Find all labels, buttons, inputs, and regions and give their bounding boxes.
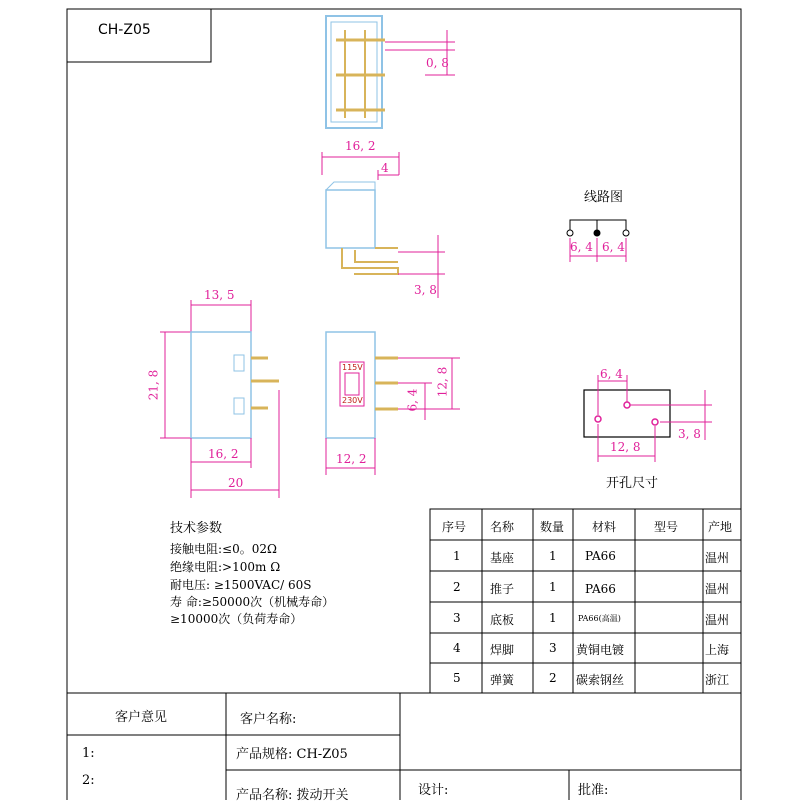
circuit-title: 线路图 <box>584 190 624 205</box>
table-cell: 推子 <box>490 582 515 596</box>
customer-name-label: 客户名称: <box>240 712 297 727</box>
table-cell: 5 <box>453 671 461 685</box>
table-cell: 焊脚 <box>490 643 515 657</box>
hole-title: 开孔尺寸 <box>606 476 659 491</box>
dim-top-width: 16, 2 <box>345 139 376 153</box>
table-cell: 1 <box>453 549 461 563</box>
title-block-grid <box>67 693 741 800</box>
table-cell: 1 <box>549 611 557 625</box>
table-cell: PA66 <box>585 549 616 563</box>
note-line: 1: <box>82 746 95 761</box>
dim-side-body: 16, 2 <box>208 447 239 461</box>
table-cell: 3 <box>453 611 461 625</box>
dim-side-height: 21, 8 <box>146 369 161 401</box>
table-header: 序号 <box>442 520 467 534</box>
table-cell: PA66 <box>585 582 616 596</box>
spec-line: 寿 命:≥50000次（机械寿命） <box>170 595 335 609</box>
table-cell: 温州 <box>705 551 730 565</box>
product-name-label: 产品名称: 拨动开关 <box>236 788 349 803</box>
table-header: 型号 <box>654 520 679 534</box>
table-cell: 2 <box>453 580 461 594</box>
customer-opinion-label: 客户意见 <box>115 710 168 725</box>
dim-hole-c: 3, 8 <box>678 427 701 441</box>
table-cell: 基座 <box>490 551 515 565</box>
table-cell: 碳索钢丝 <box>576 673 625 687</box>
table-cell: 1 <box>549 549 557 563</box>
dim-pin-spacing: 0, 8 <box>426 56 449 70</box>
dim-circuit-b: 6, 4 <box>602 240 625 254</box>
table-cell: 温州 <box>705 582 730 596</box>
note-line: 2: <box>82 773 95 788</box>
product-spec-label: 产品规格: CH-Z05 <box>236 747 348 762</box>
side-view-left <box>160 300 279 498</box>
table-cell: 1 <box>549 580 557 594</box>
specs-title: 技术参数 <box>170 521 223 536</box>
table-cell: 温州 <box>705 613 730 627</box>
table-cell: PA66(高温) <box>578 614 621 623</box>
table-header: 材料 <box>592 520 617 534</box>
dim-bottom-offset: 3, 8 <box>414 283 437 297</box>
spec-line: ≥10000次（负荷寿命） <box>170 612 303 626</box>
table-cell: 弹簧 <box>490 673 515 687</box>
spec-line: 绝缘电阻:>100m Ω <box>170 560 281 574</box>
model-label: CH-Z05 <box>98 22 151 38</box>
table-cell: 浙江 <box>705 673 730 687</box>
table-cell: 底板 <box>490 613 515 627</box>
table-cell: 3 <box>549 641 557 655</box>
table-header: 名称 <box>490 520 515 534</box>
dim-front-width: 12, 2 <box>336 452 367 466</box>
dim-hole-b: 12, 8 <box>610 440 641 454</box>
spec-line: 接触电阻:≤0。02Ω <box>170 542 277 556</box>
design-label: 设计: <box>418 783 449 798</box>
table-header: 产地 <box>708 520 733 534</box>
table-cell: 上海 <box>705 643 730 657</box>
dim-top-offset: 4 <box>381 161 389 175</box>
top-view <box>326 16 455 128</box>
dim-circuit-a: 6, 4 <box>570 240 593 254</box>
hole-diagram <box>584 375 712 462</box>
table-cell: 2 <box>549 671 557 685</box>
dim-hole-a: 6, 4 <box>600 367 623 381</box>
table-cell: 4 <box>453 641 461 655</box>
dim-side-total: 20 <box>228 476 244 490</box>
table-cell: 黄铜电镀 <box>576 643 625 657</box>
voltage-label-a: 115V <box>342 363 363 372</box>
approve-label: 批准: <box>578 783 609 798</box>
dim-front-pin-b: 12, 8 <box>435 366 450 398</box>
parts-table-grid <box>430 509 741 693</box>
dim-front-pin-a: 6, 4 <box>405 388 420 412</box>
dim-side-width: 13, 5 <box>204 288 235 302</box>
spec-line: 耐电压: ≥1500VAC/ 60S <box>170 578 312 592</box>
table-header: 数量 <box>540 520 565 534</box>
voltage-label-b: 230V <box>342 396 363 405</box>
